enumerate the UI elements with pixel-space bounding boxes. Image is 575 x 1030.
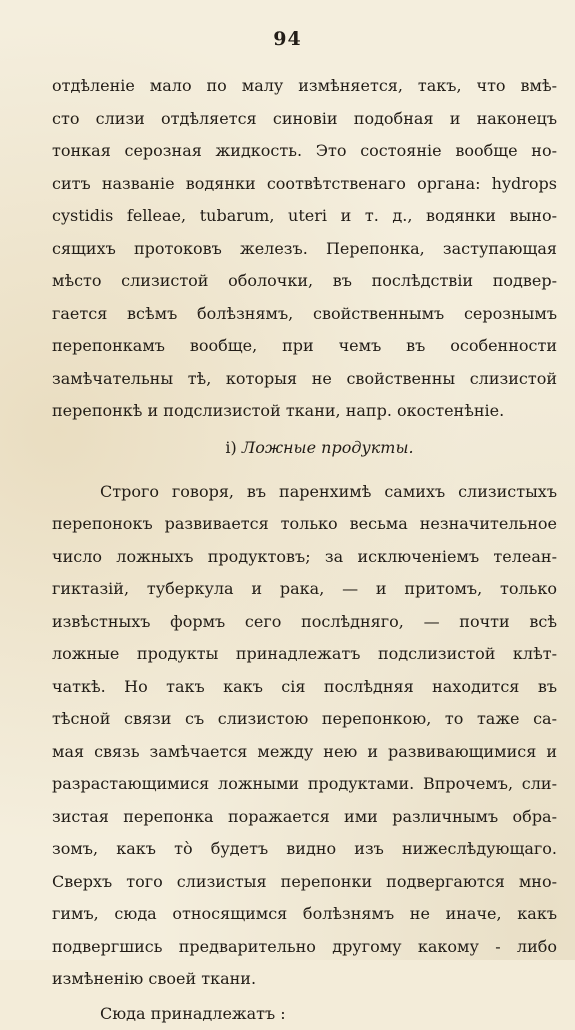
text-line: зомъ, какъ то̀ будетъ видно изъ нижеслѣдующаго. xyxy=(52,833,557,866)
section-number: i) xyxy=(225,438,236,457)
text-line: зистая перепонка поражается ими различнымъ обра- xyxy=(52,801,557,834)
text-line: перепонкѣ и подслизистой ткани, напр. окостенѣніе. xyxy=(52,395,557,428)
text-line: измѣненію своей ткани. xyxy=(52,963,557,996)
text-line: гиктазій, туберкула и рака, — и притомъ, только xyxy=(52,573,557,606)
text-line: cystidis felleae, tubarum, uteri и т. д., водянки выно- xyxy=(52,200,557,233)
paragraph-1 xyxy=(52,70,557,428)
text-line: Сверхъ того слизистыя перепонки подвергаются мно- xyxy=(52,866,557,899)
text-line: ложные продукты принадлежатъ подслизистой клѣт- xyxy=(52,638,557,671)
text-line: подвергшись предварительно другому какому - либо xyxy=(52,931,557,964)
text-line: мѣсто слизистой оболочки, въ послѣдствіи подвер- xyxy=(52,265,557,298)
text-line: ситъ названіе водянки соотвѣтственаго органа: hydrops xyxy=(52,168,557,201)
text-line: гается всѣмъ болѣзнямъ, свойственнымъ серознымъ xyxy=(52,298,557,331)
text-line: перепонокъ развивается только весьма незначительное xyxy=(52,508,557,541)
text-line: замѣчательны тѣ, которыя не свойственны слизистой xyxy=(52,363,557,396)
section-heading xyxy=(52,428,557,468)
text-line: отдѣленіе мало по малу измѣняется, такъ, что вмѣ- xyxy=(52,70,557,103)
text-line: сящихъ протоковъ железъ. Перепонка, заступающая xyxy=(52,233,557,266)
text-line: разрастающимися ложными продуктами. Впрочемъ, сли- xyxy=(52,768,557,801)
text-line: мая связь замѣчается между нею и развивающимися и xyxy=(52,736,557,769)
text-line: сто слизи отдѣляется синовіи подобная и наконецъ xyxy=(52,103,557,136)
body-text xyxy=(52,70,557,1030)
text-line: гимъ, сюда относящимся болѣзнямъ не иначе, какъ xyxy=(52,898,557,931)
text-line: число ложныхъ продуктовъ; за исключеніемъ телеан- xyxy=(52,541,557,574)
text-line: тѣсной связи съ слизистою перепонкою, то таже са- xyxy=(52,703,557,736)
paragraph-2 xyxy=(52,476,557,996)
section-title: Ложные продукты. xyxy=(242,438,414,457)
page-number: 94 xyxy=(0,28,575,50)
closing-line: Сюда принадлежатъ : xyxy=(52,998,557,1030)
text-line: перепонкамъ вообще, при чемъ въ особенности xyxy=(52,330,557,363)
text-line: тонкая серозная жидкость. Это состояніе вообще но- xyxy=(52,135,557,168)
text-line: чаткѣ. Но такъ какъ сія послѣдняя находится въ xyxy=(52,671,557,704)
text-line: Строго говоря, въ паренхимѣ самихъ слизистыхъ xyxy=(52,476,557,509)
text-line: извѣстныхъ формъ сего послѣдняго, — почти всѣ xyxy=(52,606,557,639)
